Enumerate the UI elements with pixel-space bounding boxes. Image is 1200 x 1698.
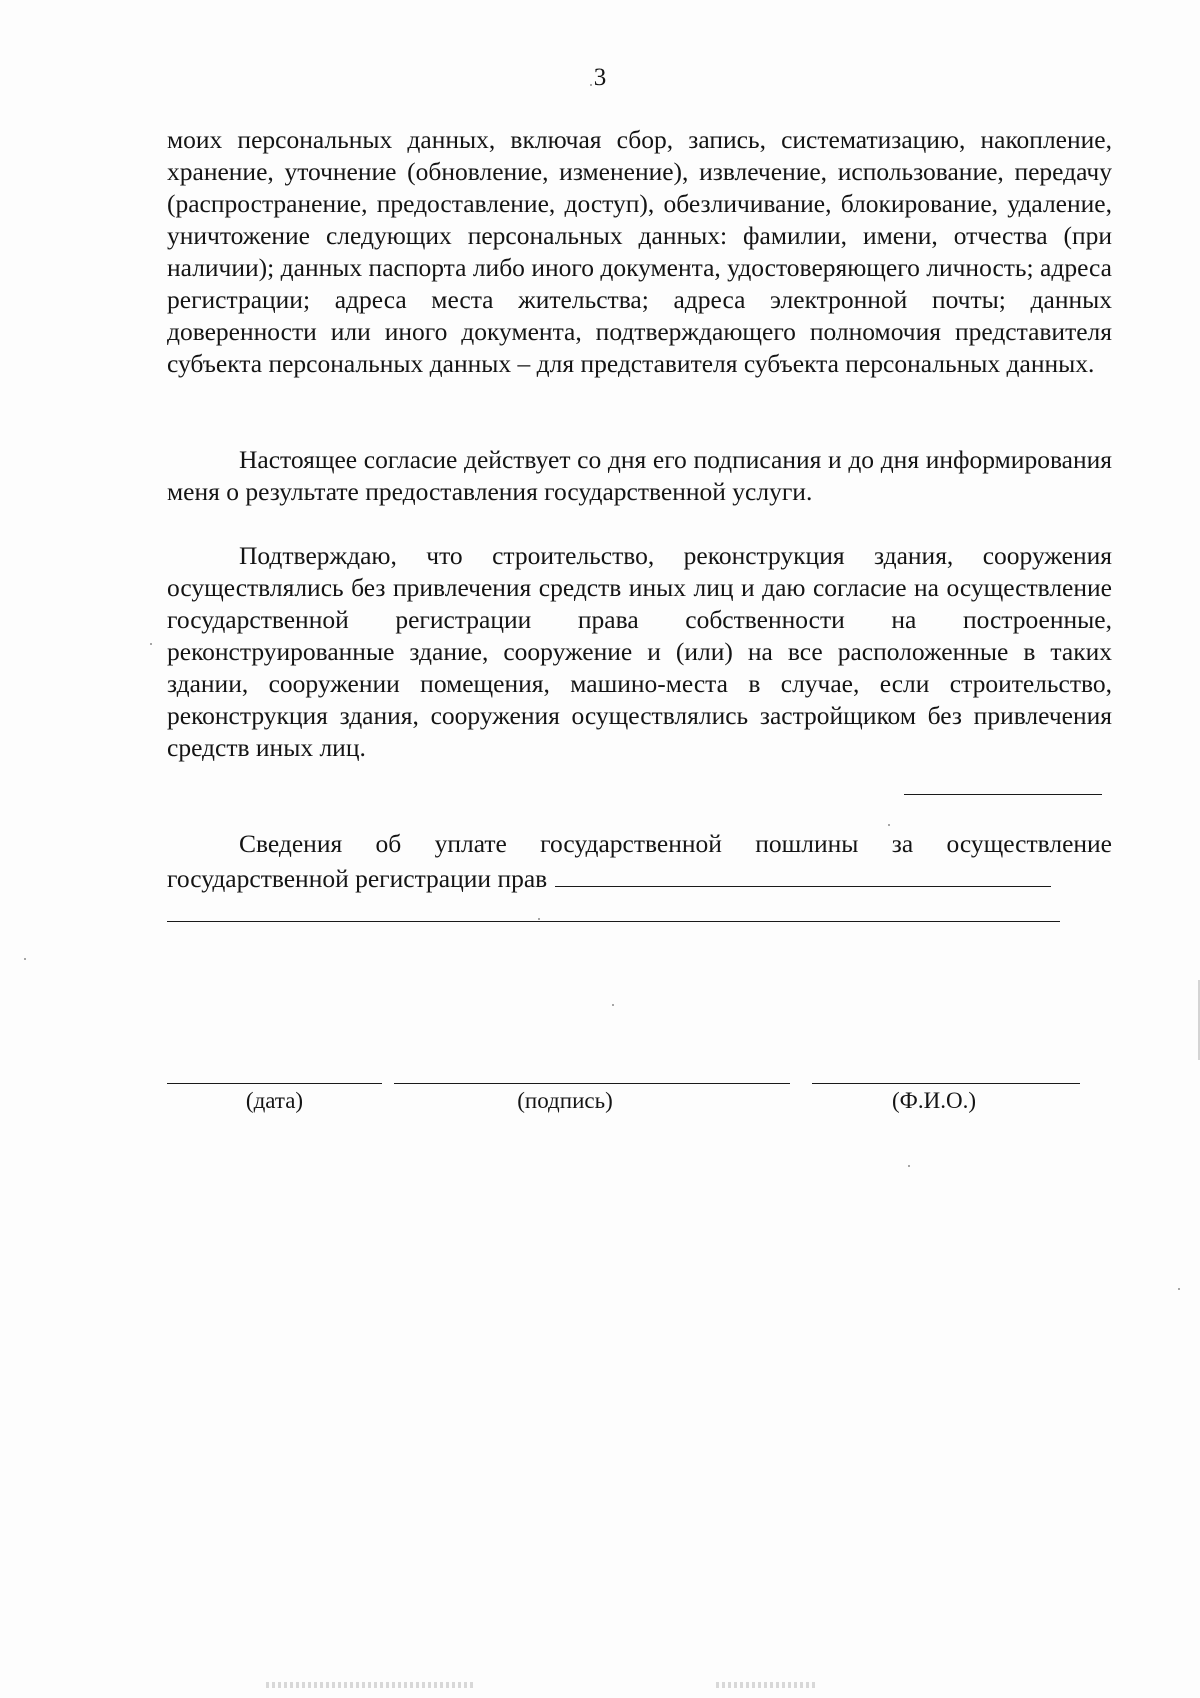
state-fee-blank: [555, 860, 1051, 887]
scan-speck: [24, 958, 26, 960]
signature-caption: (подпись): [517, 1088, 613, 1113]
signature-line: [394, 1083, 790, 1084]
state-fee-paragraph: [167, 828, 1112, 895]
date-caption: (дата): [245, 1088, 304, 1113]
consent-personal-data-paragraph: моих персональных данных, включая сбор, запись, систематизацию, накопление, хранение, уточнение (обновление, изменение), извлечение, использование, передачу (распространение, предоставление, доступ), обезличивание, блокирование, удаление, уничтожение следующих персональных данных: фамилии, имени, отчества (при наличии); данных паспорта либо иного документа, удостоверяющего личность; адреса регистрации; адреса места жительства; адреса электронной почты; данных доверенности или иного документа, подтверждающего полномочия представителя субъекта персональных данных – для представителя субъекта персональных данных.: [167, 125, 1112, 378]
scan-speck: [908, 1165, 910, 1167]
scan-noise-strip: [716, 1682, 816, 1688]
name-line: [812, 1083, 1080, 1084]
scan-speck: [888, 824, 890, 826]
signature-blank-line: [904, 794, 1102, 795]
state-fee-continuation-line: [167, 921, 1060, 922]
confirmation-paragraph: Подтверждаю, что строительство, реконструкция здания, сооружения осуществлялись без привлечения средств иных лиц и даю согласие на осуществление государственной регистрации права собственности на построенные, реконструированные здание, сооружение и (или) на все расположенные в таких здании, сооружении помещения, машино-места в случае, если строительство, реконструкция здания, сооружения осуществлялись застройщиком без привлечения средств иных лиц.: [167, 541, 1112, 762]
consent-duration-paragraph: Настоящее согласие действует со дня его подписания и до дня информирования меня о результате предоставления государственной услуги.: [167, 445, 1112, 506]
scan-noise-strip: [266, 1682, 476, 1688]
scan-speck: [538, 918, 540, 920]
page-number: 3: [593, 64, 607, 91]
scan-speck: [150, 643, 152, 645]
scan-speck: [612, 1004, 614, 1006]
date-line: [167, 1083, 382, 1084]
state-fee-text: Сведения об уплате государственной пошлины за осуществление государственной регистрации прав: [167, 829, 1112, 893]
scan-speck: [1178, 1288, 1180, 1290]
scan-speck: [590, 84, 592, 86]
name-caption: (Ф.И.О.): [892, 1088, 976, 1113]
